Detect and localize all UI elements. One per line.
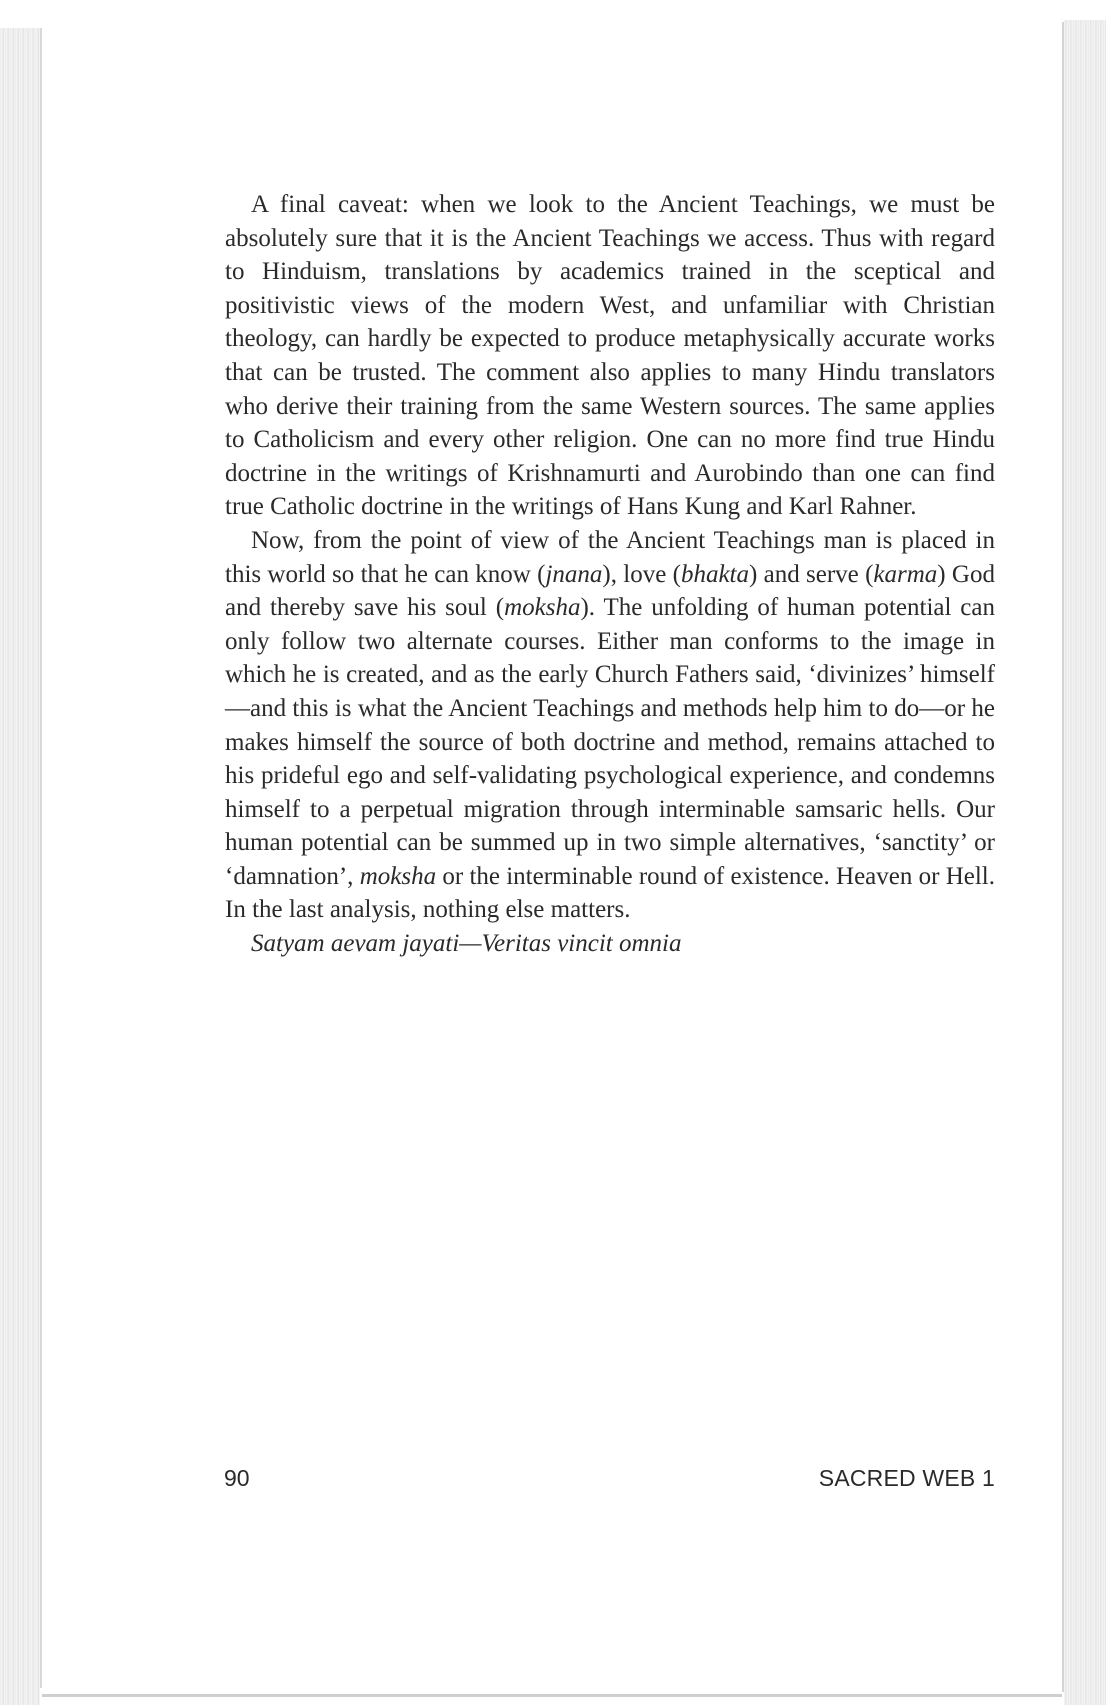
- paragraph-text: or the interminable round of existence. Heaven or Hell. In the last analysis, nothing else matters.: [225, 862, 996, 924]
- page-edge-bottom: [42, 1694, 1062, 1697]
- running-title: SACRED WEB 1: [818, 1465, 995, 1491]
- page-edge-left-line: [40, 28, 42, 1688]
- page-number: 90: [224, 1465, 250, 1491]
- paragraph-text: ). The unfolding of human potential can only follow two alternate courses. Either man conforms to the image in which he is created, and as the early Church Fathers said, ‘divinizes’ himself—and this is what the Ancient Teachings and methods help him to do—or he makes himself the source of both doctrine and method, remains attached to his prideful ego and self-validating psychological experience, and condemns himself to a perpetual migration through interminable samsaric hells. Our human potential can be summed up in two simple alternatives, ‘sanctity’ or ‘damnation’,: [225, 594, 996, 890]
- closing-motto: Satyam aevam jayati—Veritas vincit omnia: [251, 930, 682, 958]
- paragraph-2: [225, 524, 995, 927]
- page-edge-left: [0, 28, 40, 1705]
- page-edge-right-line: [1062, 22, 1064, 1692]
- sanskrit-term: karma: [873, 560, 938, 588]
- paragraph-text: Now, from the point of view of the Ancient Teachings man is placed in this world so that he can know (: [225, 526, 995, 588]
- page-edge-right: [1064, 20, 1106, 1705]
- paragraph-text: A final caveat: when we look to the Ancient Teachings, we must be absolutely sure that it is the Ancient Teachings we access. Thus with regard to Hinduism, translations by academics trained in the sceptical and positivistic views of the modern West, and unfamiliar with Christian theology, can hardly be expected to produce metaphysically accurate works that can be trusted. The comment also applies to many Hindu translators who derive their training from the same Western sources. The same applies to Catholicism and every other religion. One can no more find true Hindu doctrine in the writings of Krishnamurti and Aurobindo than one can find true Catholic doctrine in the writings of Hans Kung and Karl Rahner.: [225, 191, 995, 521]
- sanskrit-term: bhakta: [680, 560, 749, 588]
- paragraph-1: [225, 188, 995, 524]
- paragraph-text: ) God and thereby save his soul (: [225, 560, 995, 622]
- paragraph-text: ), love (: [602, 560, 681, 588]
- sanskrit-term: jnana: [545, 560, 603, 588]
- paragraph-text: ) and serve (: [749, 560, 874, 588]
- body-text: [225, 188, 995, 961]
- sanskrit-term: moksha: [359, 862, 437, 890]
- sanskrit-term: moksha: [504, 594, 581, 622]
